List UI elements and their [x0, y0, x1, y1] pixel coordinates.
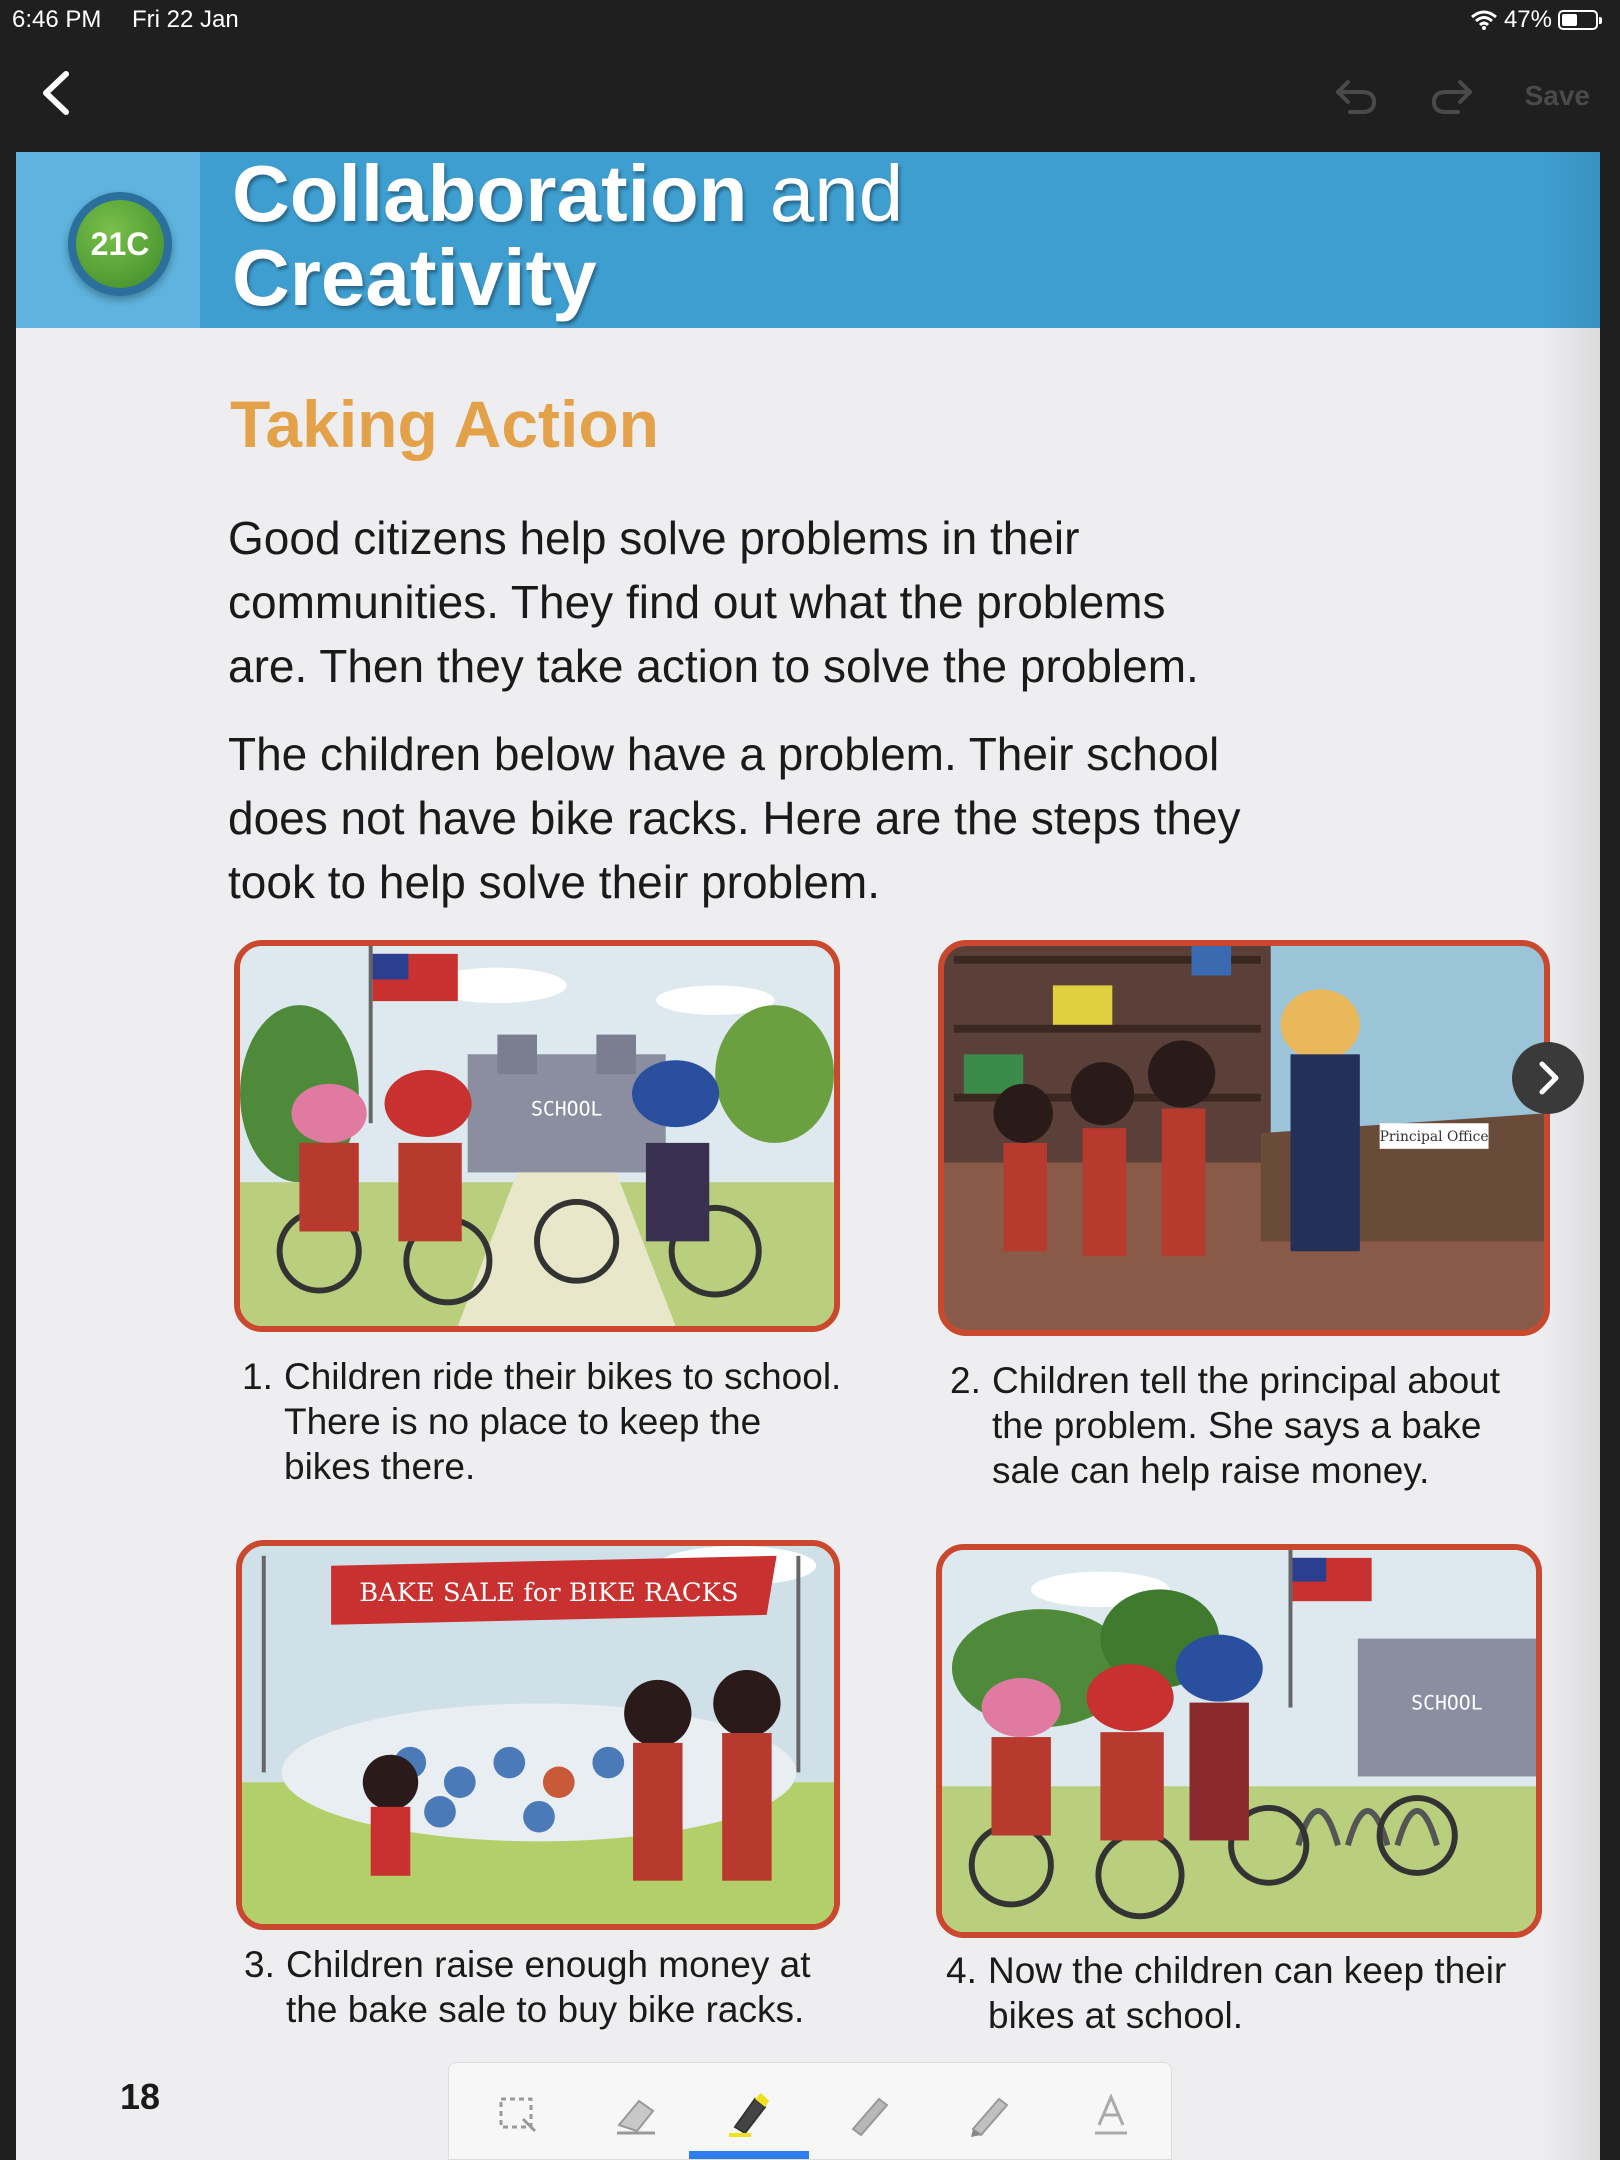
para-line: communities. They find out what the problems — [228, 576, 1166, 628]
document-page — [16, 152, 1600, 2160]
bike-racks-illustration — [942, 1550, 1536, 1932]
school-sign: SCHOOL — [1411, 1691, 1483, 1715]
banner-title-line2: Creativity — [232, 233, 597, 322]
chapter-banner — [16, 152, 1600, 328]
bikes-to-school-illustration — [240, 946, 834, 1326]
pen-icon[interactable] — [841, 2087, 897, 2139]
page-number: 18 — [120, 2076, 161, 2117]
banner-title — [232, 152, 903, 320]
chevron-left-icon[interactable] — [36, 68, 76, 118]
banner-title-and: and — [769, 152, 904, 238]
principal-office-sign: Principal Office — [1379, 1128, 1489, 1145]
problem-paragraph — [228, 722, 1338, 914]
caption-number: 1. — [242, 1356, 273, 1397]
caption-line: Children ride their bikes to school. — [284, 1356, 842, 1397]
highlighter-icon[interactable] — [721, 2087, 777, 2139]
annotation-toolbar — [448, 2062, 1172, 2160]
caption-number: 2. — [950, 1360, 981, 1401]
caption-line: There is no place to keep the — [284, 1401, 762, 1442]
status-date: Fri 22 Jan — [132, 6, 239, 33]
status-bar — [0, 0, 1620, 38]
battery-percent: 47% — [1503, 6, 1552, 33]
status-right — [1470, 6, 1598, 34]
battery-icon — [1558, 10, 1598, 30]
caption-line: the bake sale to buy bike racks. — [286, 1989, 805, 2030]
caption-line: Now the children can keep their — [988, 1950, 1507, 1991]
pencil-icon[interactable] — [961, 2087, 1017, 2139]
caption-line: sale can help raise money. — [992, 1450, 1430, 1491]
para-line: The children below have a problem. Their school — [228, 728, 1220, 780]
caption-line: bikes there. — [284, 1446, 476, 1487]
bake-sale-banner: BAKE SALE for BIKE RACKS — [359, 1578, 739, 1609]
page-gutter-shadow — [1540, 152, 1600, 2160]
banner-title-line1: Collaboration — [232, 152, 748, 238]
para-line: are. Then they take action to solve the problem. — [228, 640, 1199, 692]
redo-icon[interactable] — [1426, 74, 1476, 118]
status-time: 6:46 PM — [12, 6, 102, 33]
illustration-panel-3 — [236, 1540, 840, 1930]
badge-label: 21C — [76, 200, 164, 288]
top-toolbar — [0, 38, 1620, 152]
selection-icon[interactable] — [489, 2087, 545, 2139]
para-line: took to help solve their problem. — [228, 856, 881, 908]
caption-3 — [244, 1942, 884, 2042]
section-title: Taking Action — [230, 387, 659, 461]
caption-2 — [950, 1358, 1570, 1498]
caption-line: the problem. She says a bake — [992, 1405, 1482, 1446]
para-line: Good citizens help solve problems in their — [228, 512, 1080, 564]
principal-office-illustration — [944, 946, 1544, 1330]
caption-1 — [242, 1354, 882, 1494]
bake-sale-illustration — [242, 1546, 834, 1924]
caption-number: 4. — [946, 1950, 977, 1991]
text-tool-icon[interactable] — [1083, 2087, 1139, 2139]
illustration-panel-4 — [936, 1544, 1542, 1938]
intro-paragraph — [228, 506, 1338, 698]
save-button[interactable]: Save — [1524, 80, 1590, 111]
caption-4 — [946, 1948, 1586, 2048]
lesson-badge — [68, 192, 172, 296]
eraser-icon[interactable] — [609, 2087, 665, 2139]
caption-line: bikes at school. — [988, 1995, 1244, 2036]
wifi-icon — [1470, 9, 1498, 31]
active-tool-indicator — [689, 2151, 809, 2159]
school-sign: SCHOOL — [530, 1097, 603, 1121]
illustration-panel-1 — [234, 940, 840, 1332]
chevron-right-icon — [1512, 1042, 1584, 1114]
caption-number: 3. — [244, 1944, 275, 1985]
caption-line: Children tell the principal about — [992, 1360, 1501, 1401]
undo-icon[interactable] — [1332, 74, 1382, 118]
para-line: does not have bike racks. Here are the steps they — [228, 792, 1241, 844]
next-page-button[interactable] — [1512, 1042, 1584, 1114]
caption-line: Children raise enough money at — [286, 1944, 811, 1985]
illustration-panel-2 — [938, 940, 1550, 1336]
